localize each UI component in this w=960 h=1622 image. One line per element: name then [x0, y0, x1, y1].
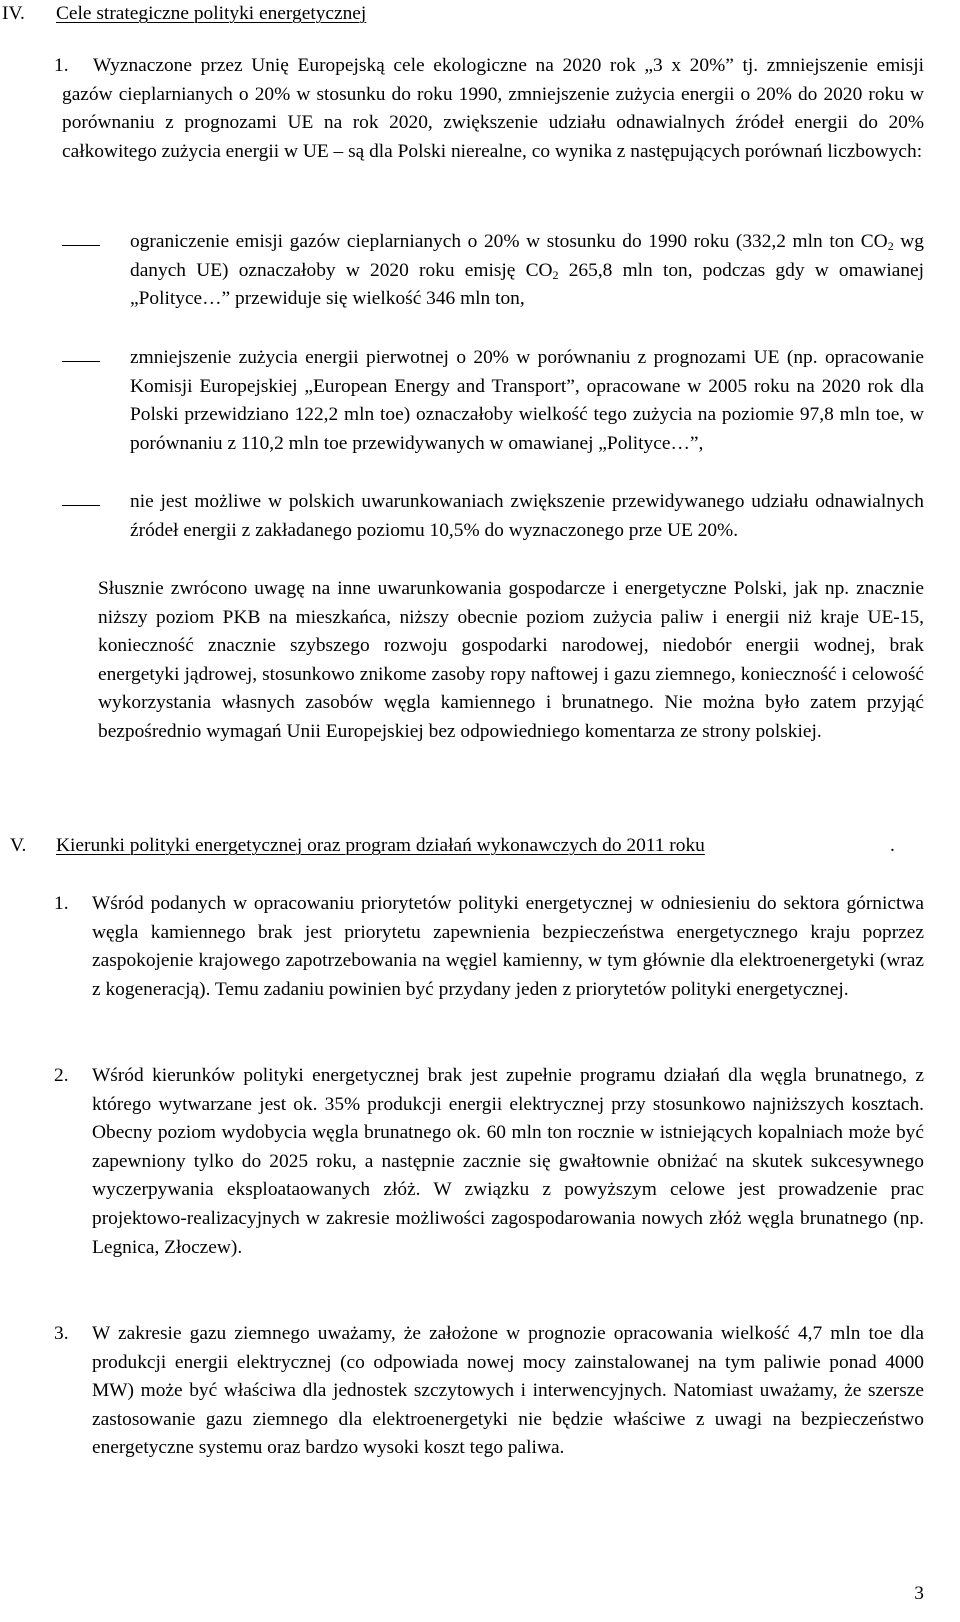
item-number: 2.: [54, 1065, 69, 1086]
item-text: W zakresie gazu ziemnego uważamy, że założone w prognozie opracowania wielkość 4,7 mln toe dla produkcji energii elektrycznej (co odpowiada nowej mocy zainstalowanej na tym paliwie ponad 4000 MW) może być właściwa dla jednostek szczytowych i interwencyjnych. Natomiast uważamy, że szersze zastosowanie gazu ziemnego dla elektroenergetyki nie będzie właściwe z uwagi na bezpieczeństwo energetyczne systemu oraz bardzo wysoki koszt tego paliwa.: [92, 1323, 924, 1459]
bullet-1-part2: wg danych UE) oznaczałoby w 2020 roku emisję CO: [130, 231, 925, 281]
item-text: Wśród kierunków polityki energetycznej brak jest zupełnie programu działań dla węgla brunatnego, z którego wytwarzane jest ok. 35% produkcji energii elektrycznej przy stosunkowo najniższych kosztach. Obecny poziom wydobycia węgla brunatnego ok. 60 mln ton rocznie w istniejących kopalniach może być zapewniony tylko do 2025 roku, a następnie zacznie się gwałtownie obniżać na skutek sukcesywnego wyczerpywania eksploataowanych złóż. W związku z powyższym celowe jest prowadzenie prac projektowo-realizacyjnych w zakresie możliwości zagospodarowania nowych złóż węgla brunatnego (np. Legnica, Złoczew).: [92, 1065, 924, 1258]
co2-subscript-2: 2: [552, 267, 559, 282]
section-iv-heading: [2, 0, 902, 28]
bullet-2: zmniejszenie zużycia energii pierwotnej o 20% w porównaniu z prognozami UE (np. opracowanie Komisji Europejskiej „European Energy and Transport”, opracowane w 2005 roku na 2020 rok dla Polski przewidziano 122,2 mln toe) oznaczałoby wielkość tego zużycia na poziomie 97,8 mln toe, w porównaniu z 110,2 mln toe przewidywanych w omawianej „Polityce…”,: [130, 347, 924, 454]
bullet-3: nie jest możliwe w polskich uwarunkowaniach zwiększenie przewidywanego udziału odnawialnych źródeł energii z zakładanego poziomu 10,5% do wyznaczonego prze UE 20%.: [130, 491, 924, 541]
bullet-1: [130, 228, 924, 314]
item-number: 3.: [54, 1323, 69, 1344]
section-iv-title: Cele strategiczne polityki energetycznej: [56, 3, 367, 24]
item-text: Wśród podanych w opracowaniu priorytetów polityki energetycznej w odniesieniu do sektora górnictwa węgla kamiennego brak jest priorytetu zapewnienia bezpieczeństwa energetycznego kraju poprzez zaspokojenie krajowego zapotrzebowania na węgiel kamienny, w tym głównie dla elektroenergetyki (wraz z kogeneracją). Temu zadaniu powinien być przydany jeden z priorytetów polityki energetycznej.: [92, 893, 924, 1000]
co2-subscript-1: 2: [887, 239, 894, 253]
item-number: 1.: [54, 893, 69, 914]
bullet-dash-2: [62, 361, 100, 362]
section-v-title-end: .: [890, 835, 895, 856]
section-iv-number: IV.: [2, 3, 25, 24]
section-iv-item-1: [54, 52, 924, 166]
section-iv-paragraph: Słusznie zwrócono uwagę na inne uwarunkowania gospodarcze i energetyczne Polski, jak np. znacznie niższy poziom PKB na mieszkańca, niższy obecnie poziom zużycia paliw i energii niż kraje UE-15, konieczność znacznie szybszego rozwoju gospodarki narodowej, niedobór energii wodnej, brak energetyki jądrowej, stosunkowo znikome zasoby ropy naftowej i gazu ziemnego, konieczność i celowość wykorzystania własnych zasobów węgla kamiennego i brunatnego. Nie można było zatem przyjąć bezpośrednio wymagań Unii Europejskiej bez odpowiedniego komentarza ze strony polskiej.: [98, 578, 924, 742]
page-number: 3: [914, 1583, 924, 1604]
section-v-item-3: [54, 1320, 924, 1463]
item-text: Wyznaczone przez Unię Europejską cele ekologiczne na 2020 rok „3 x 20%” tj. zmniejszenie emisji gazów cieplarnianych o 20% w stosunku do roku 1990, zmniejszenie zużycia energii o 20% do 2020 roku w porównaniu z prognozami UE na rok 2020, zwiększenie udziału odnawialnych źródeł energii do 20% całkowitego zużycia energii w UE – są dla Polski nierealne, co wynika z następujących porównań liczbowych:: [62, 55, 924, 162]
bullet-1-part3: 265,8 mln ton, podczas gdy w omawianej „Polityce…” przewiduje się wielkość 346 mln ton,: [130, 259, 925, 310]
section-v-title: Kierunki polityki energetycznej oraz program działań wykonawczych do 2011 roku: [56, 835, 705, 856]
section-v-item-1: [54, 890, 924, 1004]
bullet-dash-3: [62, 505, 100, 506]
section-v-item-2: [54, 1062, 924, 1262]
item-number: 1.: [54, 55, 69, 76]
bullet-dash-1: [62, 245, 100, 246]
bullet-1-part1: ograniczenie emisji gazów cieplarnianych o 20% w stosunku do 1990 roku (332,2 mln ton CO: [130, 231, 888, 252]
section-v-number: V.: [10, 835, 27, 856]
section-v-heading: [10, 832, 910, 860]
